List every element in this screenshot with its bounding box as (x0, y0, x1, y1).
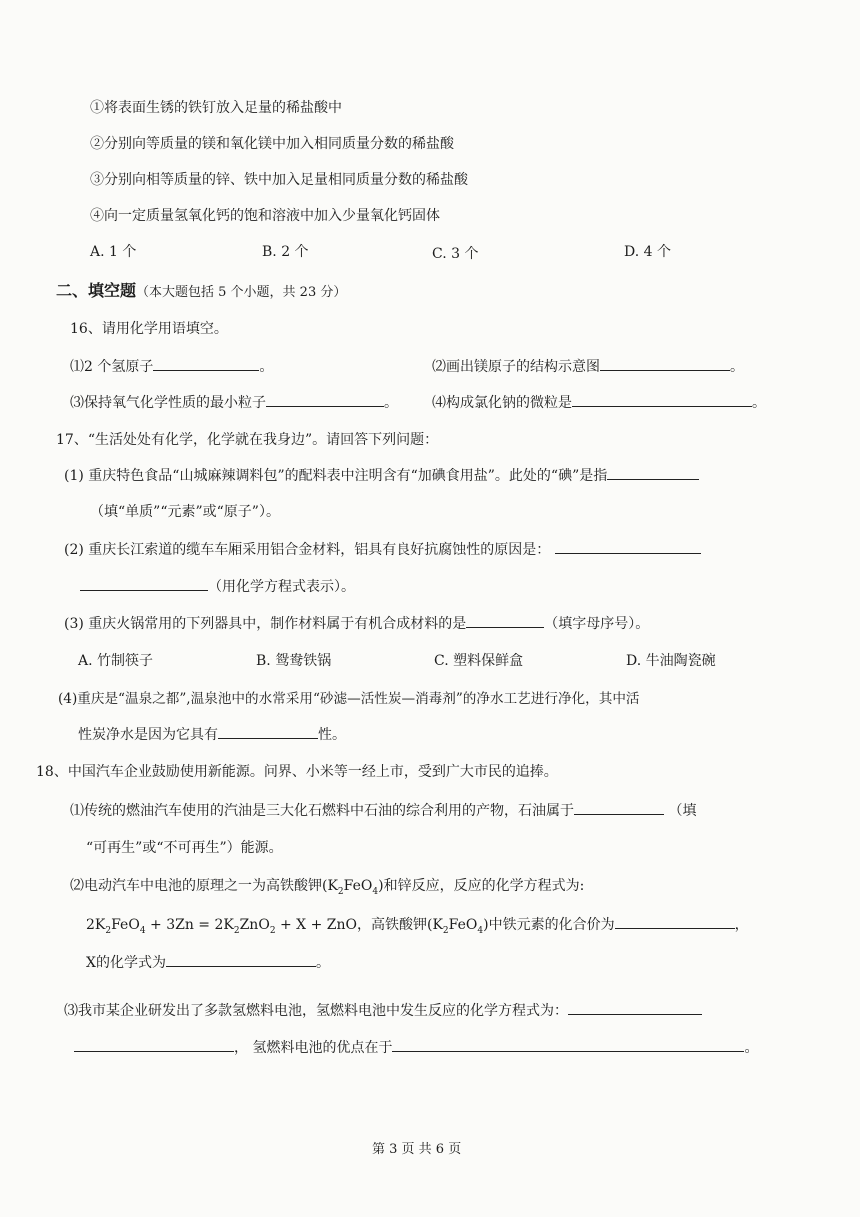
answer-blank[interactable] (466, 614, 544, 628)
eq-term: FeO (111, 917, 140, 933)
q17-option-d: D. 牛油陶瓷碗 (626, 653, 716, 669)
q17-part-4-cont (78, 725, 346, 745)
q17-part-2-hint: （用化学方程式表示）。 (208, 579, 355, 595)
answer-blank[interactable] (166, 953, 316, 967)
q17-stem: 17、“生活处处有化学，化学就在我身边”。请回答下列问题： (56, 432, 439, 448)
eq-term: + 3Zn = 2K (145, 917, 234, 933)
section-title: 二、填空题 (56, 281, 137, 300)
q15-item-4: ④向一定质量氢氧化钙的饱和溶液中加入少量氧化钙固体 (90, 208, 440, 224)
q18-stem: 18、中国汽车企业鼓励使用新能源。问界、小米等一经上市，受到广大市民的追捧。 (36, 764, 558, 780)
q17-part-3 (64, 614, 649, 634)
q15-option-d: D. 4 个 (624, 244, 671, 260)
q16-stem: 16、请用化学用语填空。 (70, 321, 228, 337)
q17-option-c: C. 塑料保鲜盒 (434, 653, 524, 669)
answer-blank[interactable] (392, 1038, 744, 1052)
section-heading (56, 281, 346, 303)
eq-term: + X + ZnO，高铁酸钾(K (275, 917, 443, 933)
q18-part-2: ⑵电动汽车中电池的原理之一为高铁酸钾$(K_2FeO_4)$和锌反应，反应的化学方程式为: (70, 878, 585, 897)
q18-formula: FeO (343, 878, 373, 894)
section-note: （本大题包括 5 个小题，共 23 分） (136, 285, 347, 300)
q18-x-line: X的化学式为 。 (86, 955, 330, 971)
eq-term: FeO (448, 917, 478, 933)
q17-part-2-text: (2) 重庆长江索道的缆车车厢采用铝合金材料，铝具有良好抗腐蚀性的原因是： (64, 542, 551, 558)
q17-part-1-hint: （填“单质”“元素”或“原子”）。 (90, 504, 280, 520)
q18-part-1 (70, 801, 696, 821)
answer-blank[interactable] (80, 577, 208, 591)
q17-part-3-hint: （填字母序号）。 (544, 616, 650, 632)
q18-part-3-cont: ， 氢燃料电池的优点在于 。 (74, 1038, 758, 1058)
page-footer: 第 3 页 共 6 页 (372, 1142, 462, 1157)
answer-blank[interactable] (218, 725, 318, 739)
q15-option-b: B. 2 个 (262, 244, 309, 260)
q15-option-a: A. 1 个 (90, 244, 137, 260)
answer-blank[interactable] (607, 466, 699, 480)
q15-item-2: ②分别向等质量的镁和氧化镁中加入相同质量分数的稀盐酸 (90, 136, 454, 152)
answer-blank[interactable] (568, 1001, 702, 1015)
q17-part-4: (4)重庆是“温泉之都”,温泉池中的水常采用“砂滤—活性炭—消毒剂”的净水工艺进行净化，其中活 (58, 691, 640, 707)
q18-part-1-cont: “可再生”或“不可再生”）能源。 (86, 840, 283, 856)
eq-term: ZnO (239, 917, 270, 933)
q17-part-2 (64, 540, 701, 560)
q17-part-4-tail: 性。 (318, 727, 346, 743)
q17-part-2-cont (80, 577, 355, 597)
q16-part-2-text: ⑵画出镁原子的结构示意图 (432, 359, 600, 375)
q17-part-1-text: (1) 重庆特色食品“山城麻辣调料包”的配料表中注明含有“加碘食用盐”。此处的“碘”是指 (64, 468, 608, 484)
q16-part-1: ⑴2 个氢原子 。 (70, 359, 274, 375)
q17-option-a: A. 竹制筷子 (78, 653, 154, 669)
q17-part-1 (64, 466, 699, 486)
q17-part-3-text: (3) 重庆火锅常用的下列器具中，制作材料属于有机合成材料的是 (64, 616, 467, 632)
q16-part-1-text: ⑴2 个氢原子 (70, 359, 154, 375)
q16-part-3-text: ⑶保持氧气化学性质的最小粒子 (70, 395, 266, 411)
answer-blank[interactable] (572, 393, 752, 407)
q18-equation: $2K_2FeO_4 + 3Zn = 2K_2ZnO_2 + X$ + ZnO，高铁酸钾$(K_2FeO_4)$中铁元素的化合价为 ， (86, 917, 749, 936)
answer-blank[interactable] (600, 357, 730, 371)
q16-part-4: ⑷构成氯化钠的微粒是 。 (432, 395, 766, 411)
q18-part-2-text: ⑵电动汽车中电池的原理之一为高铁酸钾(K (70, 878, 338, 894)
q16-part-2: ⑵画出镁原子的结构示意图 。 (432, 359, 744, 375)
answer-blank[interactable] (74, 1038, 234, 1052)
q18-part-3-text: ⑶我市某企业研发出了多款氢燃料电池，氢燃料电池中发生反应的化学方程式为： (64, 1003, 568, 1019)
eq-term: )中铁元素的化合价为 (483, 917, 615, 933)
q18-part-3 (64, 1001, 702, 1021)
q16-part-3: ⑶保持氧气化学性质的最小粒子 。 (70, 395, 398, 411)
q15-option-c: C. 3 个 (432, 246, 479, 262)
q18-part-3-hint: ， 氢燃料电池的优点在于 (234, 1040, 393, 1056)
answer-blank[interactable] (555, 540, 701, 554)
q18-x-text: X的化学式为 (86, 955, 166, 971)
answer-blank[interactable] (574, 801, 664, 815)
q15-item-3: ③分别向相等质量的锌、铁中加入足量相同质量分数的稀盐酸 (90, 172, 468, 188)
answer-blank[interactable] (266, 393, 384, 407)
q17-part-4-text: 性炭净水是因为它具有 (78, 727, 218, 743)
q17-option-b: B. 鸳鸯铁锅 (256, 653, 332, 669)
q18-part-2-tail: )和锌反应，反应的化学方程式为: (378, 878, 585, 894)
answer-blank[interactable] (615, 915, 735, 929)
answer-blank[interactable] (153, 357, 259, 371)
q16-part-4-text: ⑷构成氯化钠的微粒是 (432, 395, 572, 411)
q18-part-1-text: ⑴传统的燃油汽车使用的汽油是三大化石燃料中石油的综合利用的产物，石油属于 (70, 803, 574, 819)
q15-item-1: ①将表面生锈的铁钉放入足量的稀盐酸中 (90, 100, 342, 116)
q18-part-1-hint: （填 (668, 803, 697, 819)
eq-term: 2K (86, 917, 106, 933)
